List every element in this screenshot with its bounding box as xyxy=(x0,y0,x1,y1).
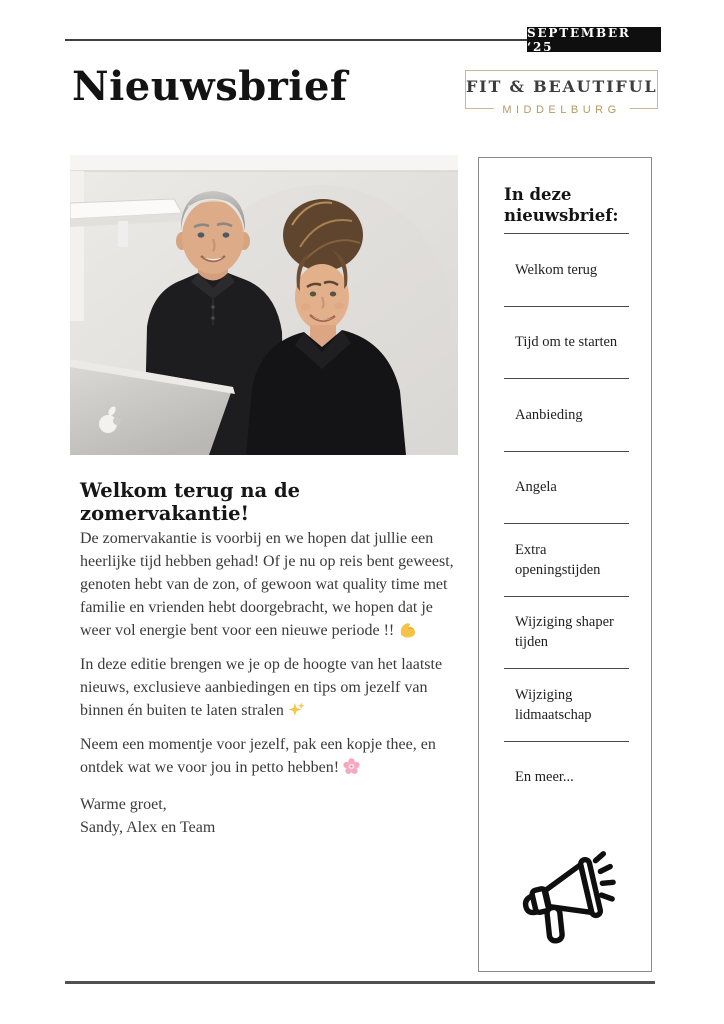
date-badge xyxy=(527,27,661,52)
toc-sidebar xyxy=(478,157,652,972)
cherry-blossom-emoji xyxy=(343,758,360,775)
date-badge-label: SEPTEMBER ‘25 xyxy=(527,25,631,54)
signoff xyxy=(80,793,466,839)
team-photo xyxy=(70,155,458,455)
article-paragraph xyxy=(80,733,466,779)
sparkles-emoji xyxy=(288,701,305,718)
toc-item-label: Tijd om te starten xyxy=(515,334,618,351)
paragraph-text: In deze editie brengen we je op de hoogte van het laatste nieuws, exclusieve aanbiedingen en tips om jezelf van binnen én buiten te laten stralen xyxy=(80,656,443,719)
toc-item-aanbieding[interactable] xyxy=(504,378,629,451)
toc-item-label: Wijziging shaper tijden xyxy=(515,614,614,651)
toc-item-welkom-terug[interactable] xyxy=(504,233,629,306)
megaphone-icon xyxy=(513,843,621,951)
toc-heading: In deze nieuwsbrief: xyxy=(504,185,619,225)
article-paragraph xyxy=(80,527,466,642)
toc-item-angela[interactable] xyxy=(504,451,629,524)
paragraph-text: De zomervakantie is voorbij en we hopen dat jullie een heerlijke tijd hebben gehad! Of je nu op reis bent geweest, genoten hebt van de zon, of gewoon wat quality time met familie en vrienden hebt doorgebracht, we hopen dat je weer vol energie bent voor een nieuwe periode !! xyxy=(80,530,454,639)
toc-item-label: Aanbieding xyxy=(515,406,583,423)
toc-list xyxy=(504,233,629,813)
toc-item-label: Extra openingstijden xyxy=(515,541,601,578)
flexed-biceps-emoji xyxy=(398,621,415,638)
article-body xyxy=(80,527,466,839)
signoff-line-1: Warme groet, xyxy=(80,796,167,813)
toc-item-wijziging-shaper-tijden[interactable] xyxy=(504,596,629,669)
toc-item-extra-openingstijden[interactable] xyxy=(504,523,629,596)
team-photo-illustration xyxy=(70,155,458,455)
page-title: Nieuwsbrief xyxy=(72,63,348,110)
article-heading: Welkom terug na de zomervakantie! xyxy=(80,479,300,525)
toc-item-label: Angela xyxy=(515,479,557,496)
toc-item-wijziging-lidmaatschap[interactable] xyxy=(504,668,629,741)
paragraph-text: Neem een momentje voor jezelf, pak een kopje thee, en ontdek wat we voor jou in petto hebben! xyxy=(80,736,436,776)
brand-city: MIDDELBURG xyxy=(493,104,629,116)
header-rule xyxy=(65,39,527,41)
brand-name: FIT & BEAUTIFUL xyxy=(466,77,658,96)
article-paragraph xyxy=(80,653,466,722)
toc-item-label: En meer... xyxy=(515,769,574,786)
signoff-line-2: Sandy, Alex en Team xyxy=(80,819,216,836)
brand-logo xyxy=(465,70,658,116)
toc-item-label: Wijziging lidmaatschap xyxy=(515,686,592,723)
toc-item-tijd-om-te-starten[interactable] xyxy=(504,306,629,379)
toc-item-en-meer[interactable] xyxy=(504,741,629,814)
toc-item-label: Welkom terug xyxy=(515,261,598,278)
footer-rule xyxy=(65,981,655,984)
